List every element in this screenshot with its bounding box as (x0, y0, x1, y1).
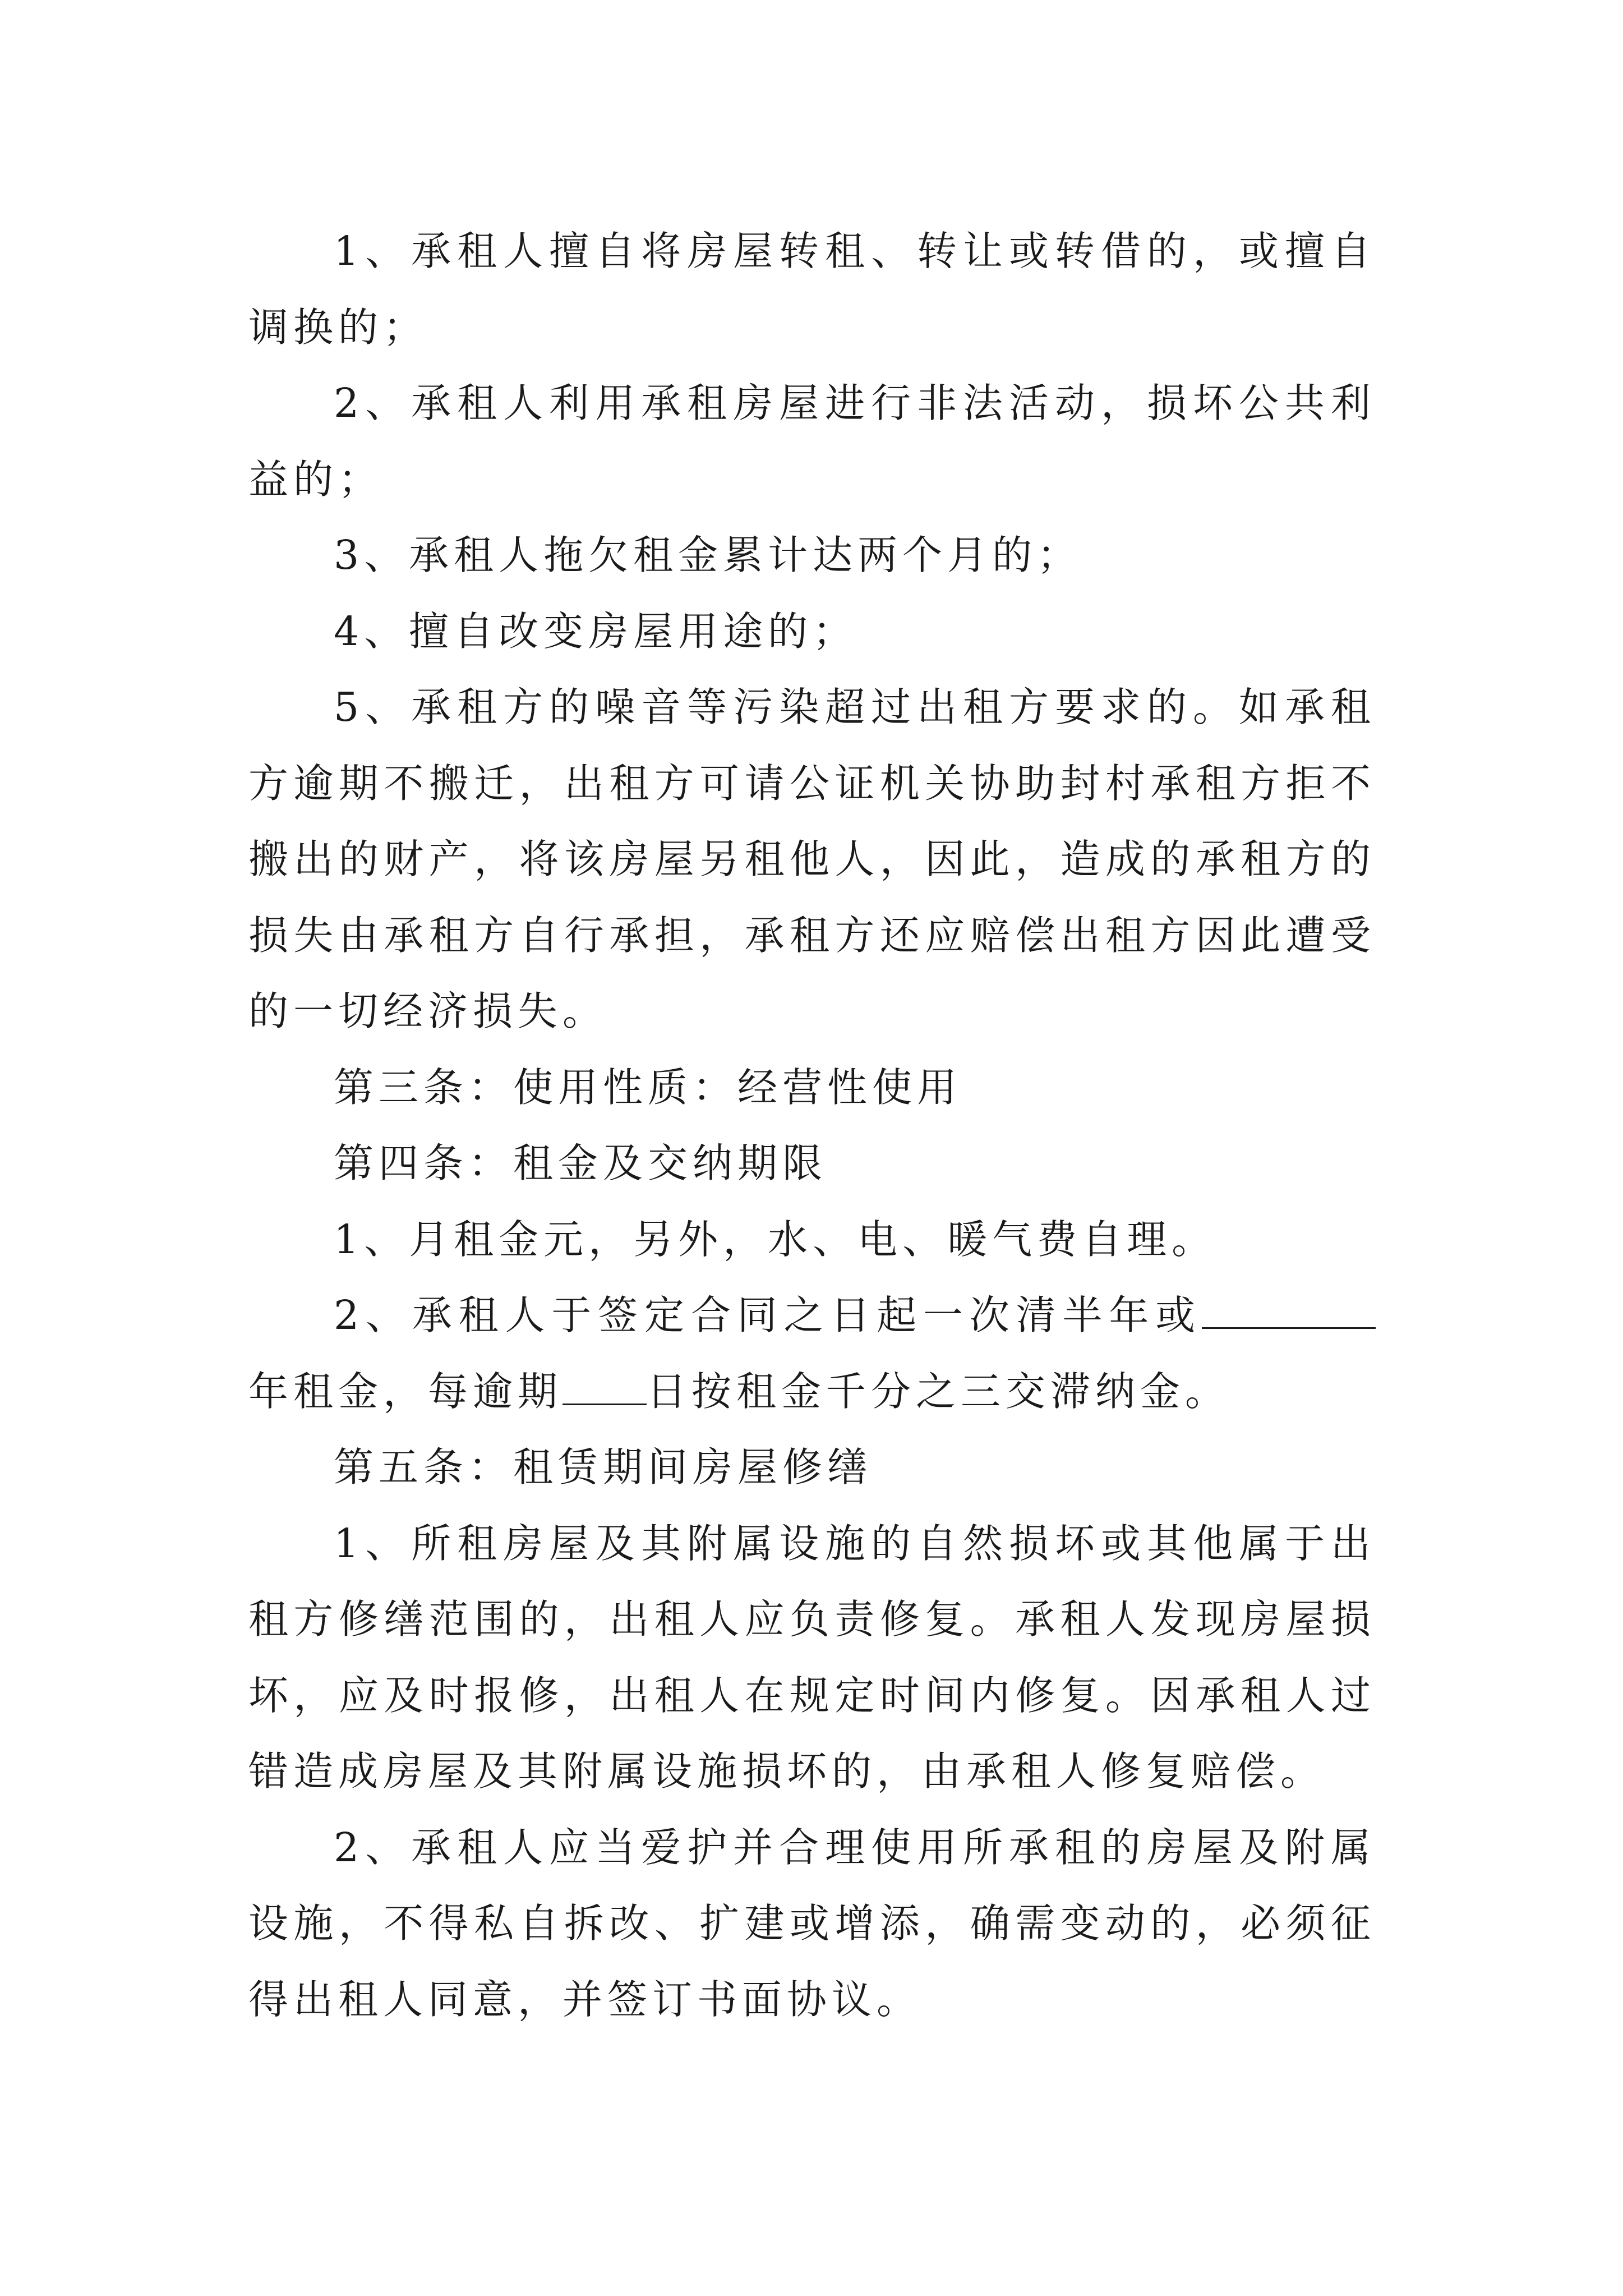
clause-item-3: 3、承租人拖欠租金累计达两个月的； (334, 532, 1082, 578)
article-3-heading: 第三条：使用性质：经营性使用 (334, 1064, 962, 1111)
rent-item-2-part1: 2、承租人于签定合同之日起一次清半年或 (334, 1292, 1202, 1338)
clause-item-5: 5、承租方的噪音等污染超过出租方要求的。如承租方逾期不搬迁，出租方可请公证机关协助封村承租方拒不搬出的财产，将该房屋另租他人，因此，造成的承租方的损失由承租方自行承担，承租方还应赔偿出租方因此遭受的一切经济损失。 (248, 684, 1376, 1034)
document-body (248, 213, 1376, 2037)
rent-item-2 (248, 1277, 1376, 1429)
clause-item-4: 4、擅自改变房屋用途的； (334, 608, 858, 655)
repair-item-1: 1、所租房屋及其附属设施的自然损坏或其他属于出租方修缮范围的，出租人应负责修复。承租人发现房屋损坏，应及时报修，出租人在规定时间内修复。因承租人过错造成房屋及其附属设施损坏的，由承租人修复赔偿。 (248, 1520, 1376, 1795)
clause-item-1: 1、承租人擅自将房屋转租、转让或转借的，或擅自调换的； (248, 228, 1376, 351)
rent-item-2-part2: 年租金，每逾期 (248, 1368, 563, 1415)
clause-item-2: 2、承租人利用承租房屋进行非法活动，损坏公共利益的； (248, 380, 1376, 503)
rent-item-2-part3: 日按租金千分之三交滞纳金。 (647, 1368, 1230, 1415)
fill-blank-years (1202, 1294, 1376, 1329)
fill-blank-days (562, 1370, 647, 1405)
article-4-heading: 第四条：租金及交纳期限 (334, 1140, 828, 1186)
article-5-heading: 第五条：租赁期间房屋修缮 (334, 1444, 873, 1490)
rent-item-1: 1、月租金元，另外，水、电、暖气费自理。 (334, 1216, 1217, 1263)
repair-item-2: 2、承租人应当爱护并合理使用所承租的房屋及附属设施，不得私自拆改、扩建或增添，确需变动的，必须征得出租人同意，并签订书面协议。 (248, 1824, 1376, 2023)
